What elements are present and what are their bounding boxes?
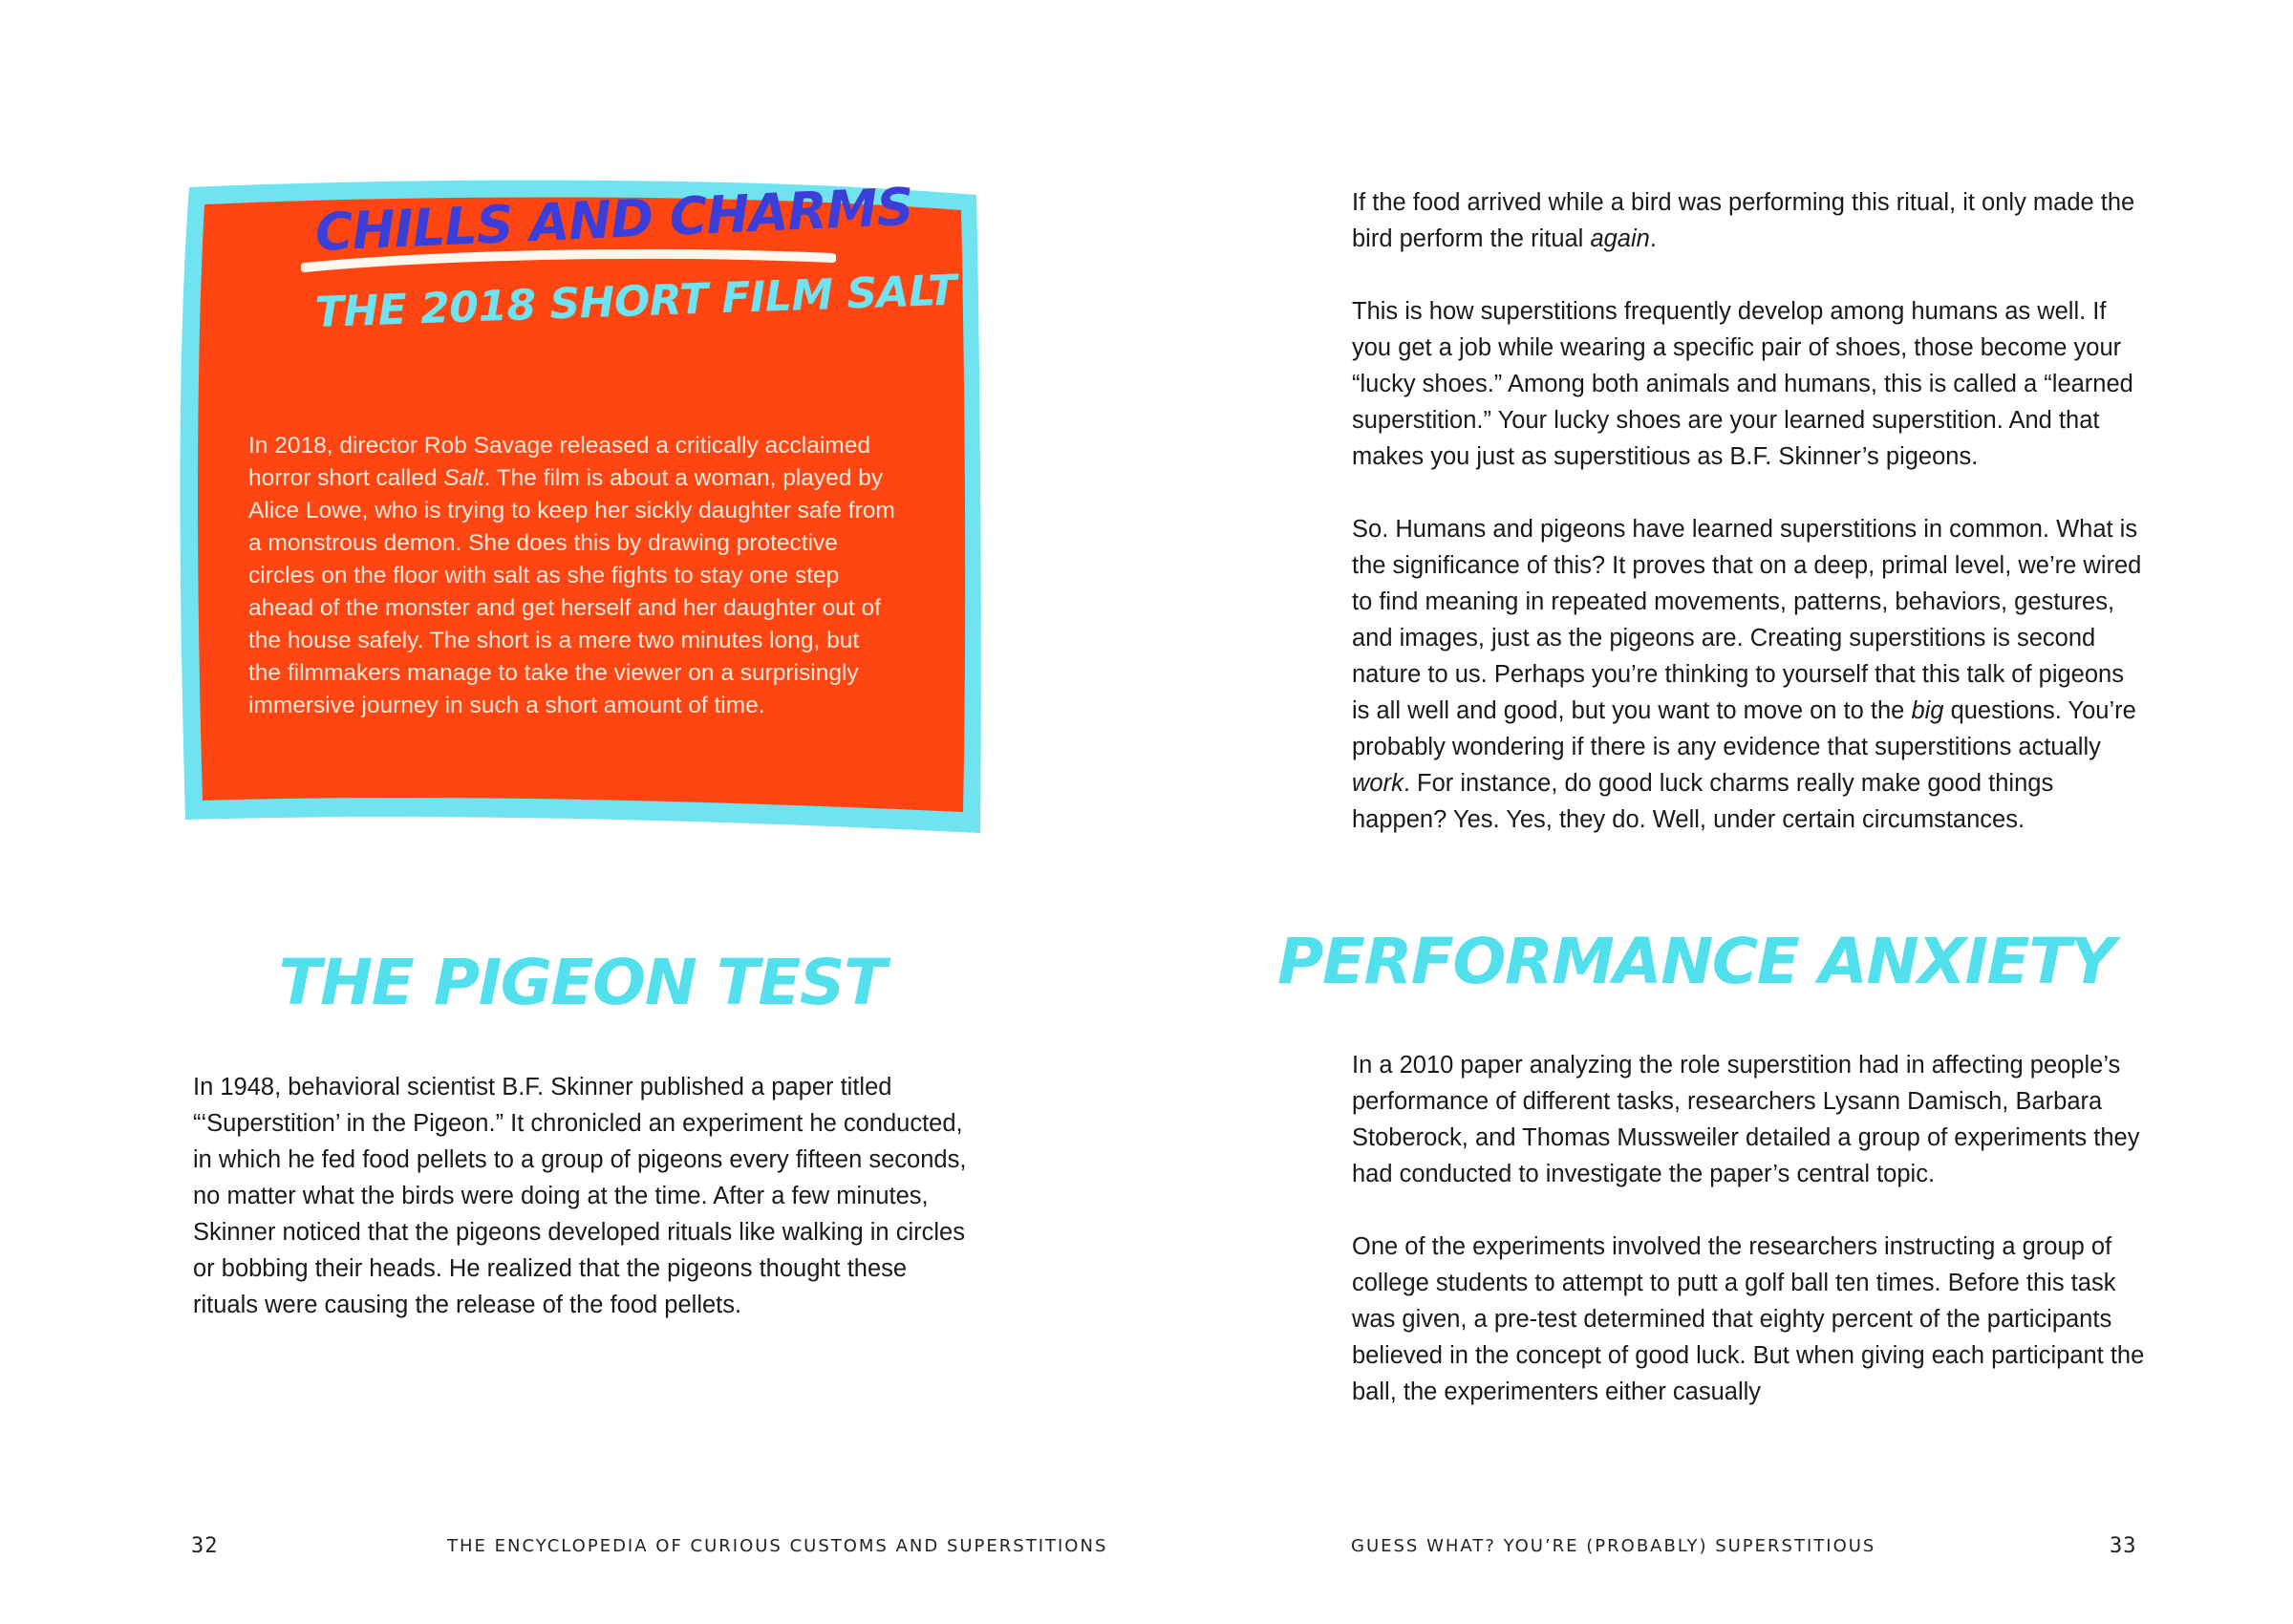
running-title-right: GUESS WHAT? YOU’RE (PROBABLY) SUPERSTITIOUS [1351,1536,1876,1556]
p3-text-b: questions. You’re probably wondering if there is any evidence that superstitions actually [1352,697,2136,760]
pigeon-test-body [193,1069,976,1359]
p3-italic-big: big [1911,697,1944,724]
p1-end: . [1649,225,1657,252]
sidebar-subtitle: THE 2018 SHORT FILM SALT [314,266,957,337]
page-number-left: 32 [191,1534,219,1558]
sidebar-body-italic: Salt [443,465,484,491]
pigeon-paragraph: In 1948, behavioral scientist B.F. Skinner published a paper titled “‘Superstition’ in the Pigeon.” It chronicled an experiment he conducted, in which he fed food pellets to a group of pigeons every fifteen seconds, no matter what the birds were doing at the time. After a few minutes, Skinner noticed that the pigeons developed rituals like walking in circles or bobbing their heads. He realized that the pigeons thought these rituals were causing the release of the food pellets. [193,1074,967,1318]
right-page [1146,0,2293,1624]
paragraph-significance [1352,511,2145,838]
sidebar-box [172,174,984,843]
sidebar-body-text: In 2018, director Rob Savage released a critically acclaimed horror short called [248,433,870,491]
p3-italic-work: work [1352,770,1404,797]
sidebar-body [248,430,898,722]
p1-italic: again [1590,225,1650,252]
page-number-right: 33 [2110,1534,2137,1558]
performance-anxiety-heading [1146,925,2293,998]
left-page [0,0,1146,1624]
sidebar-body-text-end: . The film is about a woman, played by Alice Lowe, who is trying to keep her sickly daughter safe from a monstrous demon. She does this by drawing protective circles on the floor with salt as she fights to stay one step ahead of the monster and get herself and her daughter out of the house safely. The short is a mere two minutes long, but the filmmakers manage to take the viewer on a surprisingly immersive journey in such a short amount of time. [248,465,895,718]
p3-text-c: . For instance, do good luck charms really make good things happen? Yes. Yes, they do. Well, under certain circumstances. [1352,770,2054,833]
sidebar-title: CHILLS AND CHARMS [313,176,914,263]
pigeon-test-heading-text: THE PIGEON TEST [278,946,886,1019]
pigeon-test-heading [0,946,1146,1019]
paragraph-2010-paper: In a 2010 paper analyzing the role superstition had in affecting people’s performance of different tasks, researchers Lysann Damisch, Barbara Stoberock, and Thomas Mussweiler detailed a group of experiments they had conducted to investigate the paper’s central topic. [1352,1052,2140,1187]
right-top-body [1352,184,2145,874]
p1-text: If the food arrived while a bird was performing this ritual, it only made the bird perform the ritual [1352,189,2135,252]
p3-text-a: So. Humans and pigeons have learned superstitions in common. What is the significance of this? It proves that on a deep, primal level, we’re wired to find meaning in repeated movements, patterns, behaviors, gestures, and images, just as the pigeons are. Creating superstitions is second nature to us. Perhaps you’re thinking to yourself that this talk of pigeons is all well and good, but you want to move on to the [1352,516,2142,724]
paragraph-lucky-shoes: This is how superstitions frequently develop among humans as well. If you get a job while wearing a specific pair of shoes, those become your “lucky shoes.” Among both animals and humans, this is called a “learned superstition.” Your lucky shoes are your learned superstition. And that makes you just as superstitious as B.F. Skinner’s pigeons. [1352,298,2133,470]
paragraph-golf-experiment: One of the experiments involved the researchers instructing a group of college students to attempt to putt a golf ball ten times. Before this task was given, a pre-test determined that eighty percent of the participants believed in the concept of good luck. But when giving each participant the ball, the experimenters either casually [1352,1233,2145,1405]
right-bottom-body [1352,1047,2145,1446]
performance-anxiety-heading-text: PERFORMANCE ANXIETY [1277,925,2114,998]
paragraph-ritual [1352,184,2145,257]
running-title-left: THE ENCYCLOPEDIA OF CURIOUS CUSTOMS AND SUPERSTITIONS [447,1536,1108,1556]
